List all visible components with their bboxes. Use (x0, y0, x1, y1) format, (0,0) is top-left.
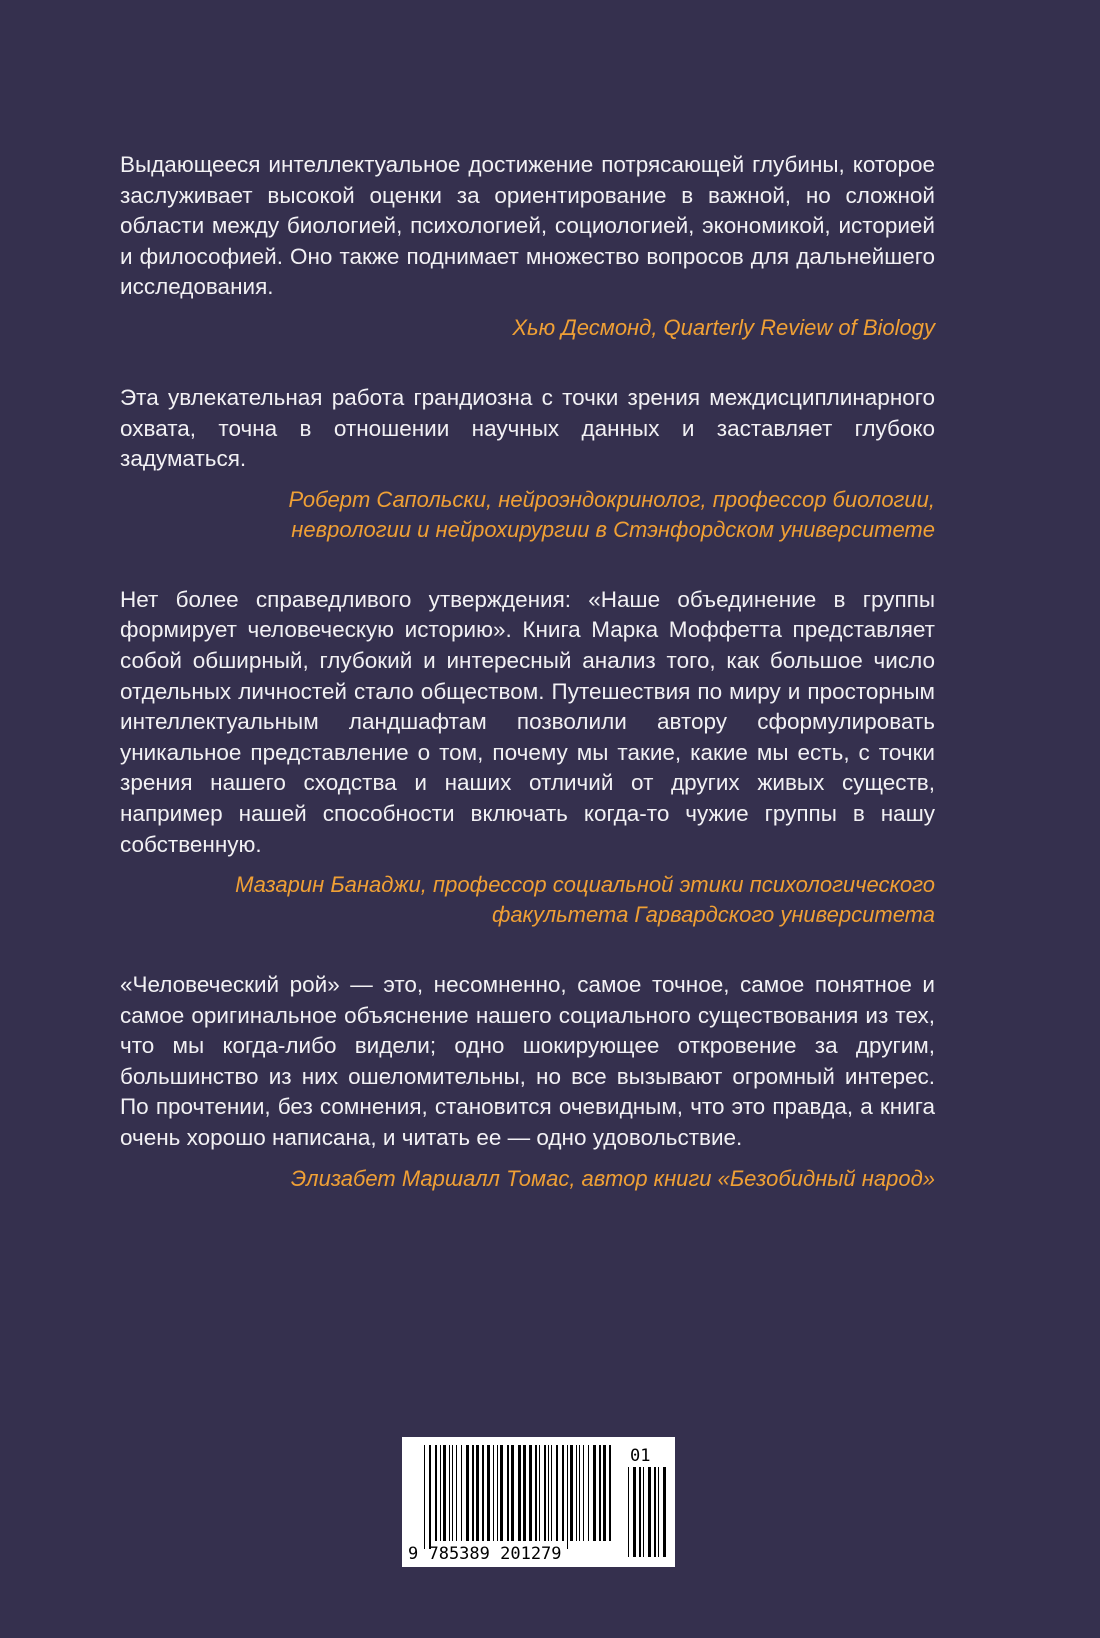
barcode-bar (599, 1445, 601, 1541)
blurb-attribution: Хью Десмонд, Quarterly Review of Biology (512, 314, 935, 340)
barcode-bar (429, 1445, 431, 1549)
barcode-bar (562, 1445, 564, 1541)
blurb-1 (120, 150, 935, 343)
barcode-bar (482, 1445, 484, 1541)
barcode-bar (576, 1445, 577, 1541)
barcode-bar (449, 1445, 450, 1541)
barcode-bar (424, 1445, 425, 1549)
blurb-2 (120, 383, 935, 545)
blurb-attribution: Мазарин Банаджи, профессор социальной этики психологического факультета Гарвардского университета (235, 872, 935, 928)
barcode-bar (633, 1467, 636, 1557)
barcode-bar (654, 1467, 656, 1557)
barcode-bar (593, 1445, 596, 1541)
addon-bars (628, 1467, 666, 1557)
barcode-bar (548, 1445, 549, 1541)
barcode-bar (583, 1445, 584, 1541)
barcode-bar (511, 1445, 514, 1541)
barcode-bar (567, 1445, 568, 1549)
barcode-bar (570, 1445, 573, 1541)
blurb-attribution: Элизабет Маршалл Томас, автор книги «Безобидный народ» (290, 1165, 935, 1191)
barcode-bar (452, 1445, 453, 1541)
barcode-bar (603, 1445, 606, 1541)
barcode-bar (529, 1445, 532, 1541)
barcode-bar (472, 1445, 474, 1541)
barcode (402, 1437, 675, 1567)
barcode-bar (658, 1467, 659, 1557)
blurbs-column (120, 150, 935, 1234)
barcode-bar (507, 1445, 509, 1541)
barcode-bar (518, 1445, 521, 1541)
barcode-bar (663, 1467, 666, 1557)
blurb-3 (120, 585, 935, 930)
barcode-graphic (402, 1437, 675, 1567)
blurb-quote: Нет более справедливого утверждения: «Наше объединение в группы формирует человеческую историю». Книга Марка Моффетта представляет собой обширный, глубокий и интересный анализ того, как большое число отдельных личностей стало обществом. Путешествия по миру и просторным интеллектуальным ландшафтам позволили автору сформулировать уникальное представление о том, почему мы такие, какие мы есть, с точки зрения нашего сходства и наших отличий от других живых существ, например нашей способности включать когда-то чужие группы в нашу собственную. (120, 586, 935, 857)
barcode-bar (497, 1445, 498, 1541)
blurb-quote: Выдающееся интеллектуальное достижение потрясающей глубины, которое заслуживает высокой оценки за ориентирование в важной, но сложной области между биологией, психологией, социологией, экономикой, историей и философией. Оно также поднимает множество вопросов для дальнейшего исследования. (120, 152, 935, 300)
isbn-digits: 9 785389 201279 (408, 1544, 562, 1564)
barcode-bar (456, 1445, 457, 1541)
barcode-bar (493, 1445, 494, 1541)
barcode-bar (466, 1445, 469, 1541)
barcode-bar (443, 1445, 446, 1541)
addon-digits: 01 (630, 1446, 651, 1466)
blurb-quote: Эта увлекательная работа грандиозна с точки зрения междисциплинарного охвата, точна в отношении научных данных и заставляет глубоко задуматься. (120, 384, 935, 472)
blurb-attribution: Роберт Сапольски, нейроэндокринолог, профессор биологии, неврологии и нейрохирургии в Стэнфордском университете (288, 486, 935, 542)
barcode-bar (628, 1467, 629, 1557)
blurb-4 (120, 970, 935, 1194)
ean-bars (424, 1445, 611, 1549)
barcode-bar (639, 1467, 641, 1557)
blurb-quote: «Человеческий рой» — это, несомненно, самое точное, самое понятное и самое оригинальное объяснение нашего социального существования из тех, что мы когда-либо видели; одно шокирующее откровение за другим, большинство из них ошеломительны, но все вызывают огромный интерес. По прочтении, без сомнения, становится очевидным, что это правда, а книга очень хорошо написана, и читать ее — одно удовольствие. (120, 972, 935, 1151)
barcode-bar (609, 1445, 611, 1541)
barcode-bar (476, 1445, 479, 1541)
barcode-bar (435, 1445, 437, 1541)
barcode-bar (556, 1445, 558, 1541)
barcode-bar (643, 1467, 644, 1557)
barcode-bar (579, 1445, 580, 1541)
barcode-bar (523, 1445, 526, 1541)
barcode-bar (487, 1445, 490, 1541)
barcode-bar (535, 1445, 537, 1541)
barcode-bar (500, 1445, 503, 1541)
barcode-bar (551, 1445, 552, 1541)
barcode-bar (461, 1445, 462, 1541)
barcode-bar (588, 1445, 589, 1541)
barcode-bar (544, 1445, 546, 1541)
barcode-bar (648, 1467, 651, 1557)
barcode-bar (440, 1445, 441, 1541)
barcode-bar (539, 1445, 540, 1541)
